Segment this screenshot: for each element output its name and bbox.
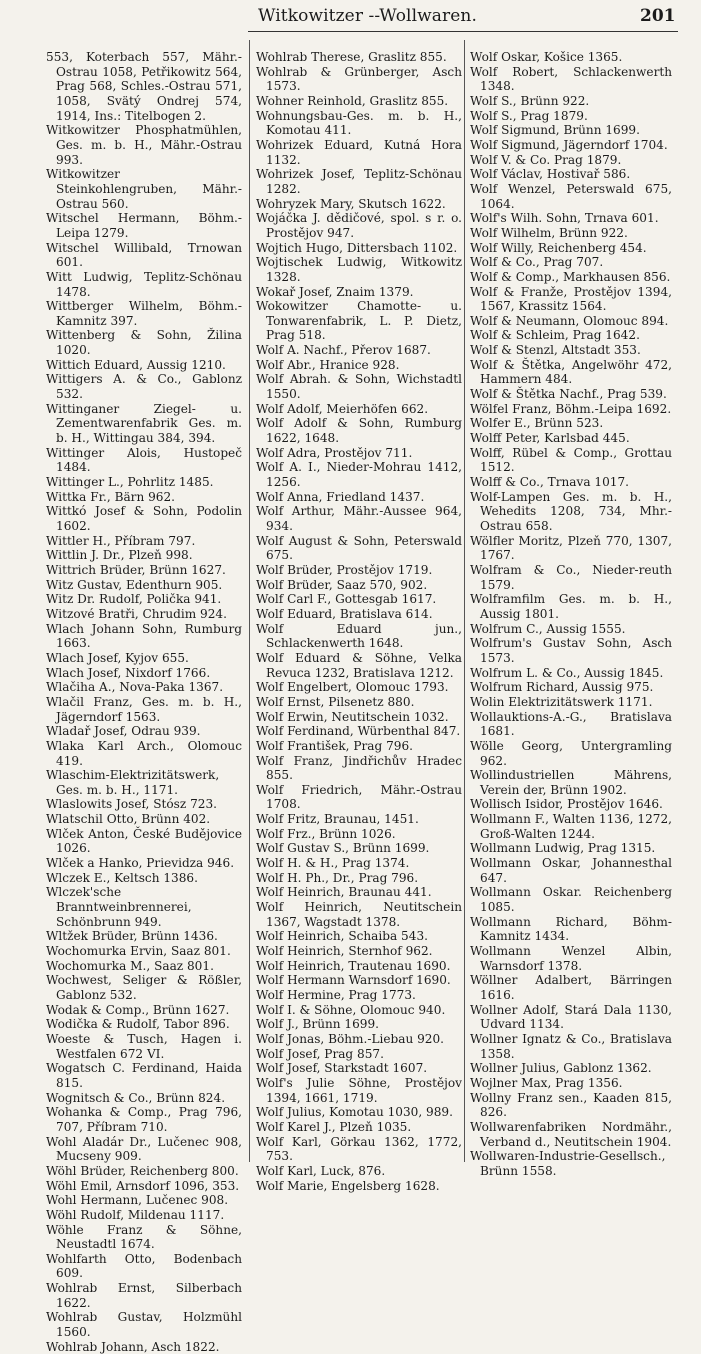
directory-entry: Wolf's Wilh. Sohn, Trnava 601.	[470, 211, 659, 226]
directory-entry: Wolf Eduard & Söhne, Velka Revuca 1232, Bratislava 1212.	[256, 650, 462, 680]
directory-entry: Wogatsch C. Ferdinand, Haida 815.	[46, 1061, 242, 1090]
directory-entry: Wolf-Lampen Ges. m. b. H., Wehedits 1208, 734, Mhr.-Ostrau 658.	[470, 489, 672, 533]
directory-entry: Wolf S., Prag 1879.	[470, 108, 588, 123]
directory-entry: Wittkó Josef & Sohn, Podolin 1602.	[46, 504, 242, 533]
directory-entry: Wohlrab Therese, Graslitz 855.	[256, 50, 447, 64]
directory-entry: Wollauktions-A.-G., Bratislava 1681.	[470, 709, 672, 739]
directory-entry: Wolff & Co., Trnava 1017.	[470, 475, 630, 490]
directory-entry: Wollny Franz sen., Kaaden 815, 826.	[470, 1090, 672, 1120]
directory-entry: Wolf Sigmund, Jägerndorf 1704.	[470, 137, 668, 152]
directory-entry: Wolff Peter, Karlsbad 445.	[470, 431, 630, 446]
directory-entry: Wollmann Ludwig, Prag 1315.	[470, 841, 656, 856]
directory-entry: Wollwarenfabriken Nordmähr., Verband d., Neutitschein 1904.	[470, 1119, 672, 1149]
column-left	[46, 50, 242, 1354]
directory-entry: Woeste & Tusch, Hagen i. Westfalen 672 VI.	[46, 1031, 242, 1061]
directory-entry: Wolf Heinrich, Braunau 441.	[256, 885, 432, 900]
directory-entry: Wolfram & Co., Nieder-reuth 1579.	[470, 562, 672, 592]
directory-entry: Wolf's Julie Söhne, Prostějov 1394, 1661, 1719.	[256, 1075, 462, 1105]
column-right	[470, 50, 672, 1179]
directory-entry: Wojtischek Ludwig, Witkowitz 1328.	[256, 255, 462, 284]
directory-entry: Wohl Aladár Dr., Lučenec 908, Mucseny 909.	[46, 1134, 242, 1164]
directory-entry: Witzové Bratři, Chrudim 924.	[46, 606, 227, 621]
directory-entry: Wittinger Alois, Hustopeč 1484.	[46, 445, 242, 475]
directory-entry: Wollner Julius, Gablonz 1362.	[470, 1061, 652, 1076]
directory-entry: Wolf Eduard, Bratislava 614.	[256, 606, 433, 621]
directory-entry: Wölle Georg, Untergramling 962.	[470, 738, 672, 768]
directory-entry: Wolf J., Brünn 1699.	[256, 1017, 380, 1032]
directory-entry: Wolf Carl F., Gottesgab 1617.	[256, 592, 437, 607]
directory-entry: Wolf Ferdinand, Würbenthal 847.	[256, 724, 461, 739]
directory-entry: Wolf Eduard jun., Schlackenwerth 1648.	[256, 621, 462, 651]
directory-entry: Wolff, Rübel & Comp., Grottau 1512.	[470, 445, 672, 475]
directory-entry: Wolf H. Ph., Dr., Prag 796.	[256, 870, 419, 885]
directory-entry: Wöhl Rudolf, Mildenau 1117.	[46, 1207, 225, 1222]
directory-entry: Wolf Brüder, Saaz 570, 902.	[256, 577, 428, 592]
directory-entry: Wojáčka J. dědičové, spol. s r. o. Prostějov 947.	[256, 211, 462, 240]
directory-entry: Wittinger L., Pohrlitz 1485.	[46, 475, 214, 490]
directory-entry: Wolf & Co., Prag 707.	[470, 255, 604, 270]
directory-entry: Wladař Josef, Odrau 939.	[46, 724, 201, 739]
directory-entry: Wolf & Štětka, Angelwöhr 472, Hammern 484.	[470, 357, 672, 387]
directory-entry: Wlatschil Otto, Brünn 402.	[46, 812, 211, 827]
directory-entry: Wölfel Franz, Böhm.-Leipa 1692.	[470, 401, 672, 416]
directory-entry: Wohlfarth Otto, Bodenbach 609.	[46, 1251, 242, 1281]
directory-entry: Wochomurka Ervin, Saaz 801.	[46, 944, 231, 959]
directory-entry: Wöhl Brüder, Reichenberg 800.	[46, 1163, 239, 1178]
directory-entry: Wolf Frz., Brünn 1026.	[256, 826, 396, 841]
directory-entry: Wojtich Hugo, Dittersbach 1102.	[256, 240, 458, 255]
directory-entry: Wittinganer Ziegel- u. Zementwarenfabrik Ges. m. b. H., Wittingau 384, 394.	[46, 401, 242, 446]
directory-entry: Wollmann Wenzel Albin, Warnsdorf 1378.	[470, 944, 672, 973]
directory-entry: Witz Gustav, Edenthurn 905.	[46, 577, 223, 592]
directory-entry: Wollwaren-Industrie-Gesellsch., Brünn 1558.	[470, 1149, 666, 1178]
directory-entry: Wohlrab Ernst, Silberbach 1622.	[46, 1281, 242, 1310]
directory-entry: Wolf Arthur, Mähr.-Aussee 964, 934.	[256, 504, 462, 533]
directory-entry: 553, Koterbach 557, Mähr.-Ostrau 1058, Petřikowitz 564, Prag 568, Schles.-Ostrau 571, 1058, Svätý Ondrej 574, 1914, Ins.: Titelbogen 2.	[46, 50, 242, 123]
directory-entry: Wodička & Rudolf, Tabor 896.	[46, 1017, 230, 1032]
directory-entry: Wohrizek Eduard, Kutná Hora 1132.	[256, 137, 462, 167]
directory-entry: Wolf Karel J., Plzeň 1035.	[256, 1119, 412, 1134]
directory-entry: Wöllner Adalbert, Bärringen 1616.	[470, 973, 672, 1002]
directory-entry: Wolf Adolf, Meierhöfen 662.	[256, 401, 429, 416]
directory-entry: Wlačiha A., Nova-Paka 1367.	[46, 680, 224, 695]
directory-entry: Wolf & Štětka Nachf., Prag 539.	[470, 387, 667, 402]
directory-entry: Wölfler Moritz, Plzeň 770, 1307, 1767.	[470, 533, 672, 563]
directory-entry: Wolf A. I., Nieder-Mohrau 1412, 1256.	[256, 460, 462, 490]
directory-entry: Wlaschim-Elektrizitätswerk, Ges. m. b. H., 1171.	[46, 768, 220, 797]
page-number: 201	[640, 6, 676, 26]
directory-entry: Wolf Engelbert, Olomouc 1793.	[256, 680, 449, 695]
directory-entry: Wolf Heinrich, Sternhof 962.	[256, 944, 433, 959]
directory-entry: Wohlrab Johann, Asch 1822.	[46, 1339, 220, 1354]
directory-entry: Wolf & Stenzl, Altstadt 353.	[470, 343, 641, 358]
directory-entry: Wlach Johann Sohn, Rumburg 1663.	[46, 621, 242, 651]
directory-entry: Wolf & Schleim, Prag 1642.	[470, 328, 640, 343]
directory-entry: Wohanka & Comp., Prag 796, 707, Příbram 710.	[46, 1105, 242, 1134]
directory-entry: Wollner Adolf, Stará Dala 1130, Udvard 1134.	[470, 1002, 672, 1032]
directory-entry: Wolf Anna, Friedland 1437.	[256, 489, 425, 504]
directory-entry: Wolf Heinrich, Schaiba 543.	[256, 929, 428, 944]
directory-entry: Wittigers A. & Co., Gablonz 532.	[46, 372, 242, 402]
directory-entry: Wolf Julius, Komotau 1030, 989.	[256, 1105, 453, 1120]
header-rule	[248, 31, 678, 32]
directory-entry: Wohrizek Josef, Teplitz-Schönau 1282.	[256, 167, 462, 196]
directory-entry: Wlach Josef, Nixdorf 1766.	[46, 665, 211, 680]
column-middle	[256, 50, 462, 1193]
directory-entry: Witschel Hermann, Böhm.-Leipa 1279.	[46, 211, 242, 240]
directory-entry: Wlczek E., Keltsch 1386.	[46, 870, 198, 885]
directory-entry: Wolf Erwin, Neutitschein 1032.	[256, 709, 449, 724]
directory-entry: Wolfrum L. & Co., Aussig 1845.	[470, 665, 664, 680]
directory-entry: Wolf Karl, Luck, 876.	[256, 1163, 386, 1178]
directory-entry: Wochomurka M., Saaz 801.	[46, 958, 214, 973]
directory-entry: Wolf A. Nachf., Přerov 1687.	[256, 343, 431, 358]
directory-entry: Wohryzek Mary, Skutsch 1622.	[256, 196, 446, 211]
directory-entry: Wolf Wenzel, Peterswald 675, 1064.	[470, 181, 672, 211]
directory-entry: Wolf Sigmund, Brünn 1699.	[470, 123, 640, 138]
running-head	[0, 4, 701, 28]
directory-entry: Wolf Adra, Prostějov 711.	[256, 445, 413, 460]
directory-entry: Wolf Friedrich, Mähr.-Ostrau 1708.	[256, 782, 462, 812]
directory-entry: Wittler H., Příbram 797.	[46, 533, 196, 548]
directory-entry: Wollmann Richard, Böhm-Kamnitz 1434.	[470, 914, 672, 944]
directory-entry: Wlczek'sche Branntweinbrennerei, Schönbrunn 949.	[46, 885, 192, 929]
directory-entry: Wollisch Isidor, Prostějov 1646.	[470, 797, 663, 812]
directory-entry: Witschel Willibald, Trnowan 601.	[46, 240, 242, 270]
directory-entry: Wittka Fr., Bärn 962.	[46, 489, 176, 504]
directory-entry: Wlaslowits Josef, Stósz 723.	[46, 797, 217, 812]
directory-entry: Wolf Ernst, Pilsenetz 880.	[256, 694, 415, 709]
directory-entry: Wolfer E., Brünn 523.	[470, 416, 604, 431]
directory-entry: Wlček Anton, České Budějovice 1026.	[46, 826, 242, 856]
directory-entry: Witkowitzer Phosphatmühlen, Ges. m. b. H., Mähr.-Ostrau 993.	[46, 123, 242, 167]
directory-entry: Wittberger Wilhelm, Böhm.-Kamnitz 397.	[46, 299, 242, 328]
directory-entry: Wolf Fritz, Braunau, 1451.	[256, 812, 419, 827]
directory-entry: Wolf V. & Co. Prag 1879.	[470, 152, 622, 167]
directory-entry: Wolfrum C., Aussig 1555.	[470, 621, 626, 636]
directory-entry: Wolfrum's Gustav Sohn, Asch 1573.	[470, 636, 672, 665]
directory-entry: Wlček a Hanko, Prievidza 946.	[46, 856, 235, 871]
directory-entry: Wolf Heinrich, Trautenau 1690.	[256, 958, 451, 973]
directory-entry: Wolf Brüder, Prostějov 1719.	[256, 562, 433, 577]
directory-entry: Wolf Franz, Jindřichův Hradec 855.	[256, 753, 462, 783]
directory-entry: Wöhle Franz & Söhne, Neustadtl 1674.	[46, 1222, 242, 1252]
directory-entry: Wollner Ignatz & Co., Bratislava 1358.	[470, 1031, 672, 1061]
directory-entry: Witkowitzer Steinkohlengruben, Mähr.-Ostrau 560.	[46, 167, 242, 211]
directory-entry: Wolf Josef, Starkstadt 1607.	[256, 1061, 428, 1076]
directory-entry: Wittich Eduard, Aussig 1210.	[46, 357, 226, 372]
directory-entry: Wolf & Comp., Markhausen 856.	[470, 269, 671, 284]
directory-entry: Wlach Josef, Kyjov 655.	[46, 650, 189, 665]
directory-entry: Wolf Oskar, Košice 1365.	[470, 50, 623, 64]
directory-entry: Wollmann Oskar. Reichenberg 1085.	[470, 885, 672, 915]
directory-entry: Wolf Marie, Engelsberg 1628.	[256, 1178, 440, 1193]
column-divider	[249, 40, 250, 1162]
directory-entry: Wittenberg & Sohn, Žilina 1020.	[46, 328, 242, 358]
directory-entry: Wolf & Franže, Prostějov 1394, 1567, Krassitz 1564.	[470, 284, 672, 314]
directory-entry: Wolf Jonas, Böhm.-Liebau 920.	[256, 1031, 445, 1046]
directory-entry: Wolf Robert, Schlackenwerth 1348.	[470, 64, 672, 94]
directory-entry: Wognitsch & Co., Brünn 824.	[46, 1090, 226, 1105]
directory-entry: Wolf I. & Söhne, Olomouc 940.	[256, 1002, 446, 1017]
directory-entry: Wolf Willy, Reichenberg 454.	[470, 240, 647, 255]
directory-entry: Wollindustriellen Mährens, Verein der, Brünn 1902.	[470, 768, 672, 797]
directory-entry: Wlačil Franz, Ges. m. b. H., Jägerndorf 1563.	[46, 694, 242, 724]
directory-entry: Wolin Elektrizitätswerk 1171.	[470, 694, 653, 709]
directory-entry: Wittrich Brüder, Brünn 1627.	[46, 562, 226, 577]
directory-entry: Wohner Reinhold, Graslitz 855.	[256, 93, 449, 108]
column-divider	[464, 40, 465, 1162]
directory-entry: Wittlin J. Dr., Plzeň 998.	[46, 548, 193, 563]
directory-entry: Wolf Hermine, Prag 1773.	[256, 988, 416, 1002]
directory-entry: Wochwest, Seliger & Rößler, Gablonz 532.	[46, 973, 242, 1002]
directory-entry: Wolf Heinrich, Neutitschein 1367, Wagstadt 1378.	[256, 900, 462, 929]
directory-entry: Wokař Josef, Znaim 1379.	[256, 284, 414, 299]
directory-entry: Wolf H. & H., Prag 1374.	[256, 856, 410, 871]
directory-entry: Wohlrab & Grünberger, Asch 1573.	[256, 64, 462, 94]
directory-entry: Wojlner Max, Prag 1356.	[470, 1075, 623, 1090]
directory-entry: Wolf František, Prag 796.	[256, 738, 413, 753]
running-head-title: Witkowitzer --Wollwaren.	[258, 6, 477, 26]
directory-entry: Wollmann Oskar, Johannesthal 647.	[470, 856, 672, 885]
directory-entry: Wolf August & Sohn, Peterswald 675.	[256, 533, 462, 563]
directory-entry: Wolf S., Brünn 922.	[470, 93, 590, 108]
directory-entry: Wolf Gustav S., Brünn 1699.	[256, 841, 430, 856]
directory-entry: Wohl Hermann, Lučenec 908.	[46, 1193, 229, 1208]
directory-entry: Witt Ludwig, Teplitz-Schönau 1478.	[46, 269, 242, 299]
directory-entry: Wolf & Neumann, Olomouc 894.	[470, 313, 669, 328]
directory-entry: Wolfrum Richard, Aussig 975.	[470, 680, 654, 695]
directory-entry: Wltžek Brüder, Brünn 1436.	[46, 929, 218, 944]
directory-entry: Wodak & Comp., Brünn 1627.	[46, 1002, 230, 1017]
directory-entry: Wolf Hermann Warnsdorf 1690.	[256, 973, 451, 988]
directory-entry: Wolframfilm Ges. m. b. H., Aussig 1801.	[470, 592, 672, 621]
directory-entry: Witz Dr. Rudolf, Polička 941.	[46, 592, 222, 607]
directory-entry: Wohlrab Gustav, Holzmühl 1560.	[46, 1310, 242, 1340]
directory-entry: Wolf Adolf & Sohn, Rumburg 1622, 1648.	[256, 416, 462, 446]
directory-entry: Wolf Abr., Hranice 928.	[256, 357, 400, 372]
directory-entry: Wokowitzer Chamotte- u. Tonwarenfabrik, L. P. Dietz, Prag 518.	[256, 299, 462, 343]
directory-entry: Wolf Josef, Prag 857.	[256, 1046, 384, 1061]
directory-entry: Wolf Abrah. & Sohn, Wichstadtl 1550.	[256, 372, 462, 402]
directory-entry: Wollmann F., Walten 1136, 1272, Groß-Walten 1244.	[470, 812, 672, 841]
directory-entry: Wlaka Karl Arch., Olomouc 419.	[46, 738, 242, 768]
directory-entry: Wolf Karl, Görkau 1362, 1772, 753.	[256, 1134, 462, 1164]
directory-entry: Wolf Václav, Hostivař 586.	[470, 167, 631, 182]
directory-entry: Wohnungsbau-Ges. m. b. H., Komotau 411.	[256, 108, 462, 138]
directory-entry: Wöhl Emil, Arnsdorf 1096, 353.	[46, 1178, 240, 1193]
directory-entry: Wolf Wilhelm, Brünn 922.	[470, 225, 628, 240]
